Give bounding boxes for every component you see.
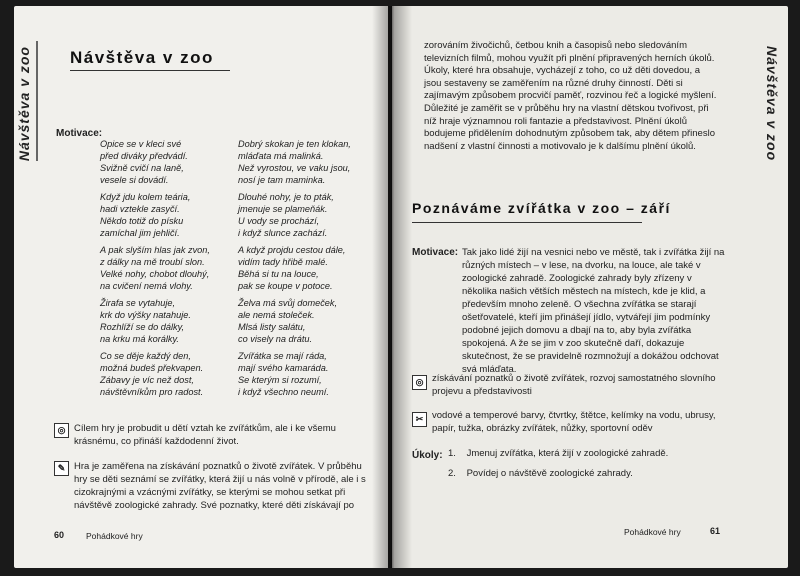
task-item <box>448 468 633 479</box>
intro-text: zorováním živočichů, četbou knih a časopisů nebo sledováním televizních filmů, mohou využít při plnění připravených herních úkolů. Úkoly, které hra obsahuje, vycházejí z toho, co už děti dovedou, a jsou sestaveny se zaměřením na různé druhy činností. Děti si zajímavým způsobem procvičí paměť, rozvinou řeč a logické myšlení. Důležité je zaměřit se v průběhu hry na vlastní dětskou tvořivost, při níž hraje významnou roli fantazie a představivost. Plnění úkolů bodujeme přidělením dohodnutým způsobem tak, aby dětem přineslo nadšení z vlastní činnosti a motivovalo je k dalšímu plnění úkolů. <box>424 40 717 152</box>
goal-target-icon: ◎ <box>412 375 427 390</box>
left-running-title: Návštěva v zoo <box>16 46 32 162</box>
page-footer: Pohádkové hry <box>624 527 681 537</box>
stanza: A pak slyším hlas jak zvon, z dálky na mě troubí slon. Velké nohy, chobot dlouhý, na cvičení nemá vlohy. <box>100 245 210 291</box>
book-gutter <box>372 6 412 568</box>
left-page <box>14 6 388 568</box>
task-text: Jmenuj zvířátka, která žijí v zoologické zahradě. <box>466 448 669 459</box>
motivation-label: Motivace: <box>412 247 459 258</box>
stanza: Žirafa se vytahuje, krk do výšky natahuje. Rozhlíží se do dálky, na krku má korálky. <box>100 298 191 344</box>
margin-bar <box>36 41 38 161</box>
page-title: Návštěva v zoo <box>70 48 214 67</box>
task-text: Povídej o návštěvě zoologické zahrady. <box>466 468 633 479</box>
page-footer: Pohádkové hry <box>86 531 143 541</box>
motivation-label: Motivace: <box>56 128 103 139</box>
stanza: Co se děje každý den, možná budeš překvapen. Zábavy je víc než dost, návštěvníkům pro radost. <box>100 351 204 397</box>
task-number: 1. <box>448 448 456 459</box>
page-number: 60 <box>54 530 65 540</box>
section-title-underline <box>412 222 642 223</box>
page-number: 61 <box>710 526 721 536</box>
motivation-text: Tak jako lidé žijí na vesnici nebo ve městě, tak i zvířátka žijí na různých místech – v lese, na dvorku, na louce, ale také v zoologické zahradě. Zoologické zahrady byly zřízeny v několika našich větších městech na místech, kde je klid, a především mnoho zeleně. O všechna zvířátka se starají ošetřovatelé, kteří jim přinášejí jídlo, vytvářejí jim podmínky podobné jejich domovu a dbají na to, aby byla zvířátka spokojená. A že se jim v zoo skutečně daří, dokazuje skutečnost, že se pravidelně rozmnožují a dokážou odchovat svá mláďata. <box>462 247 725 375</box>
stanza: Když jdu kolem teária, hadi vztekle zasyčí. Někdo totiž do písku zamíchal jim jehličí. <box>100 192 191 238</box>
tools-icon: ✂ <box>412 412 427 427</box>
goal-target-icon: ◎ <box>54 423 69 438</box>
stanza: Opice se v kleci své před diváky předvádí. Svižně cvičí na laně, vesele si dovádí. <box>100 139 188 185</box>
poem-column-2 <box>238 138 378 403</box>
focus-text: Hra je zaměřena na získávání poznatků o životě zvířátek. V průběhu hry se děti seznámí se zvířátky, která žijí u nás volně v přírodě, ale i s cizokrajnými a vzácnými zvířátky, se kterými se mohou setkat při návštěvě zoologické zahrady. Své poznatky, které děti získávají po <box>74 461 366 511</box>
stanza: Zvířátka se mají ráda, mají svého kamaráda. Se kterým si rozumí, i když všechno neumí. <box>238 351 329 397</box>
stanza: Dlouhé nohy, je to pták, jmenuje se plameňák. U vody se prochází, i když slunce zachází. <box>238 192 334 238</box>
stanza: A když projdu cestou dále, vidím tady hřibě malé. Běhá si tu na louce, pak se koupe v potoce. <box>238 245 346 291</box>
goal-text: získávání poznatků o životě zvířátek, rozvoj samostatného slovního projevu a představivosti <box>432 373 716 397</box>
stanza: Dobrý skokan je ten klokan, mláďata má malinká. Než vyrostou, ve vaku jsou, nosí je tam maminka. <box>238 139 351 185</box>
title-underline <box>70 70 230 71</box>
tasks-label: Úkoly: <box>412 450 443 461</box>
task-number: 2. <box>448 468 456 479</box>
right-running-title: Návštěva v zoo <box>764 46 780 162</box>
stanza: Želva má svůj domeček, ale nemá stoleček. Mlsá listy salátu, co visely na drátu. <box>238 298 338 344</box>
tools-text: vodové a temperové barvy, čtvrtky, štětce, kelímky na vodu, ubrusy, papír, tužka, obrázky zvířátek, nůžky, sportovní oděv <box>432 410 716 434</box>
focus-pencil-icon: ✎ <box>54 461 69 476</box>
task-item <box>448 448 668 459</box>
section-title: Poznáváme zvířátka v zoo – září <box>412 200 671 216</box>
right-page <box>392 6 788 568</box>
poem-column-1 <box>100 138 240 403</box>
goal-text: Cílem hry je probudit u dětí vztah ke zvířátkům, ale i ke všemu krásnému, co přináší každodenní život. <box>74 423 336 447</box>
